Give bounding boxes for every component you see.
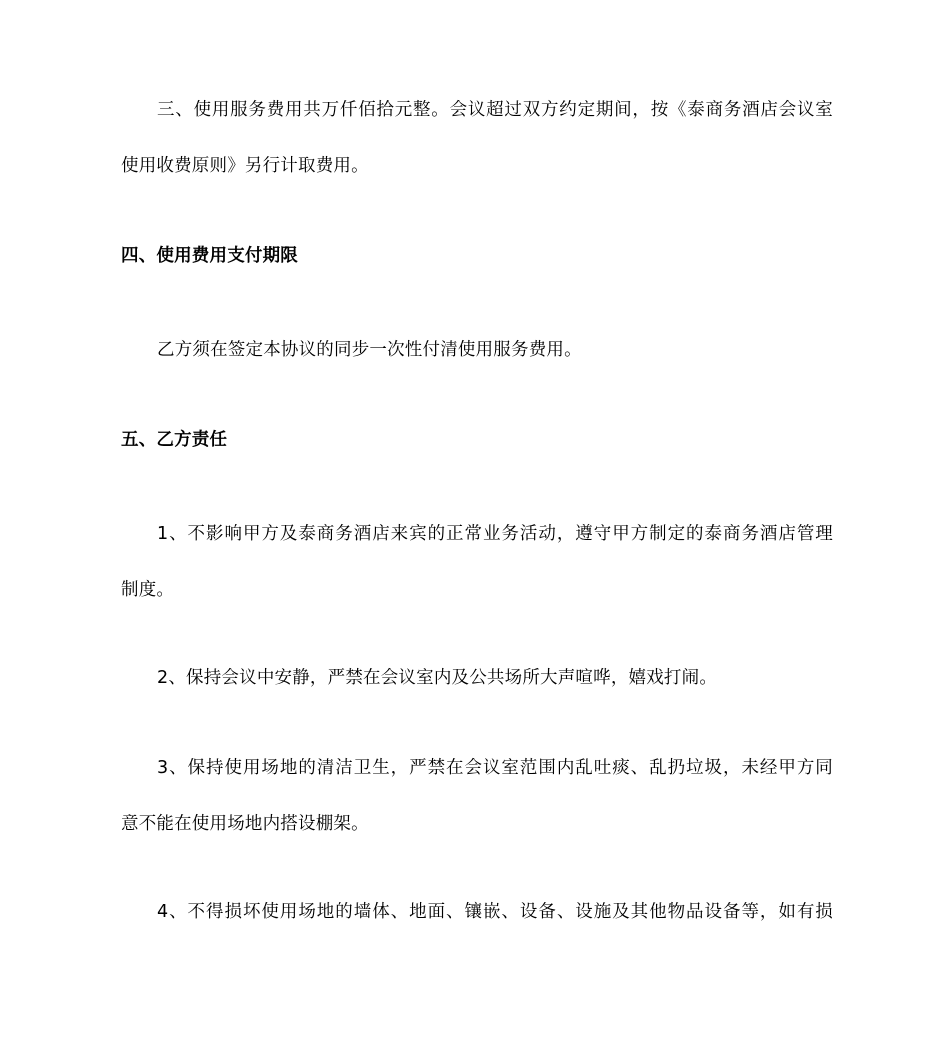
section-heading-party-b-responsibility: 五、乙方责任 xyxy=(121,430,228,450)
paragraph-payment-line-1: 乙方须在签定本协议的同步一次性付清使用服务费用。 xyxy=(157,340,582,360)
item-1-line-1: 1、不影响甲方及泰商务酒店来宾的正常业务活动，遵守甲方制定的泰商务酒店管理 xyxy=(157,524,833,544)
item-3-line-2: 意不能在使用场地内搭设棚架。 xyxy=(121,814,369,834)
item-4-line-1: 4、不得损坏使用场地的墙体、地面、镶嵌、设备、设施及其他物品设备等，如有损 xyxy=(157,902,833,922)
item-1-line-2: 制度。 xyxy=(121,580,175,600)
item-2-line-1: 2、保持会议中安静，严禁在会议室内及公共场所大声喧哗，嬉戏打闹。 xyxy=(157,668,718,688)
item-3-line-1: 3、保持使用场地的清洁卫生，严禁在会议室范围内乱吐痰、乱扔垃圾，未经甲方同 xyxy=(157,758,833,778)
paragraph-fee-line-2: 使用收费原则》另行计取费用。 xyxy=(121,156,369,176)
paragraph-fee-line-1: 三、使用服务费用共万仟佰拾元整。会议超过双方约定期间，按《泰商务酒店会议室 xyxy=(157,100,833,120)
section-heading-payment-deadline: 四、使用费用支付期限 xyxy=(121,246,298,266)
